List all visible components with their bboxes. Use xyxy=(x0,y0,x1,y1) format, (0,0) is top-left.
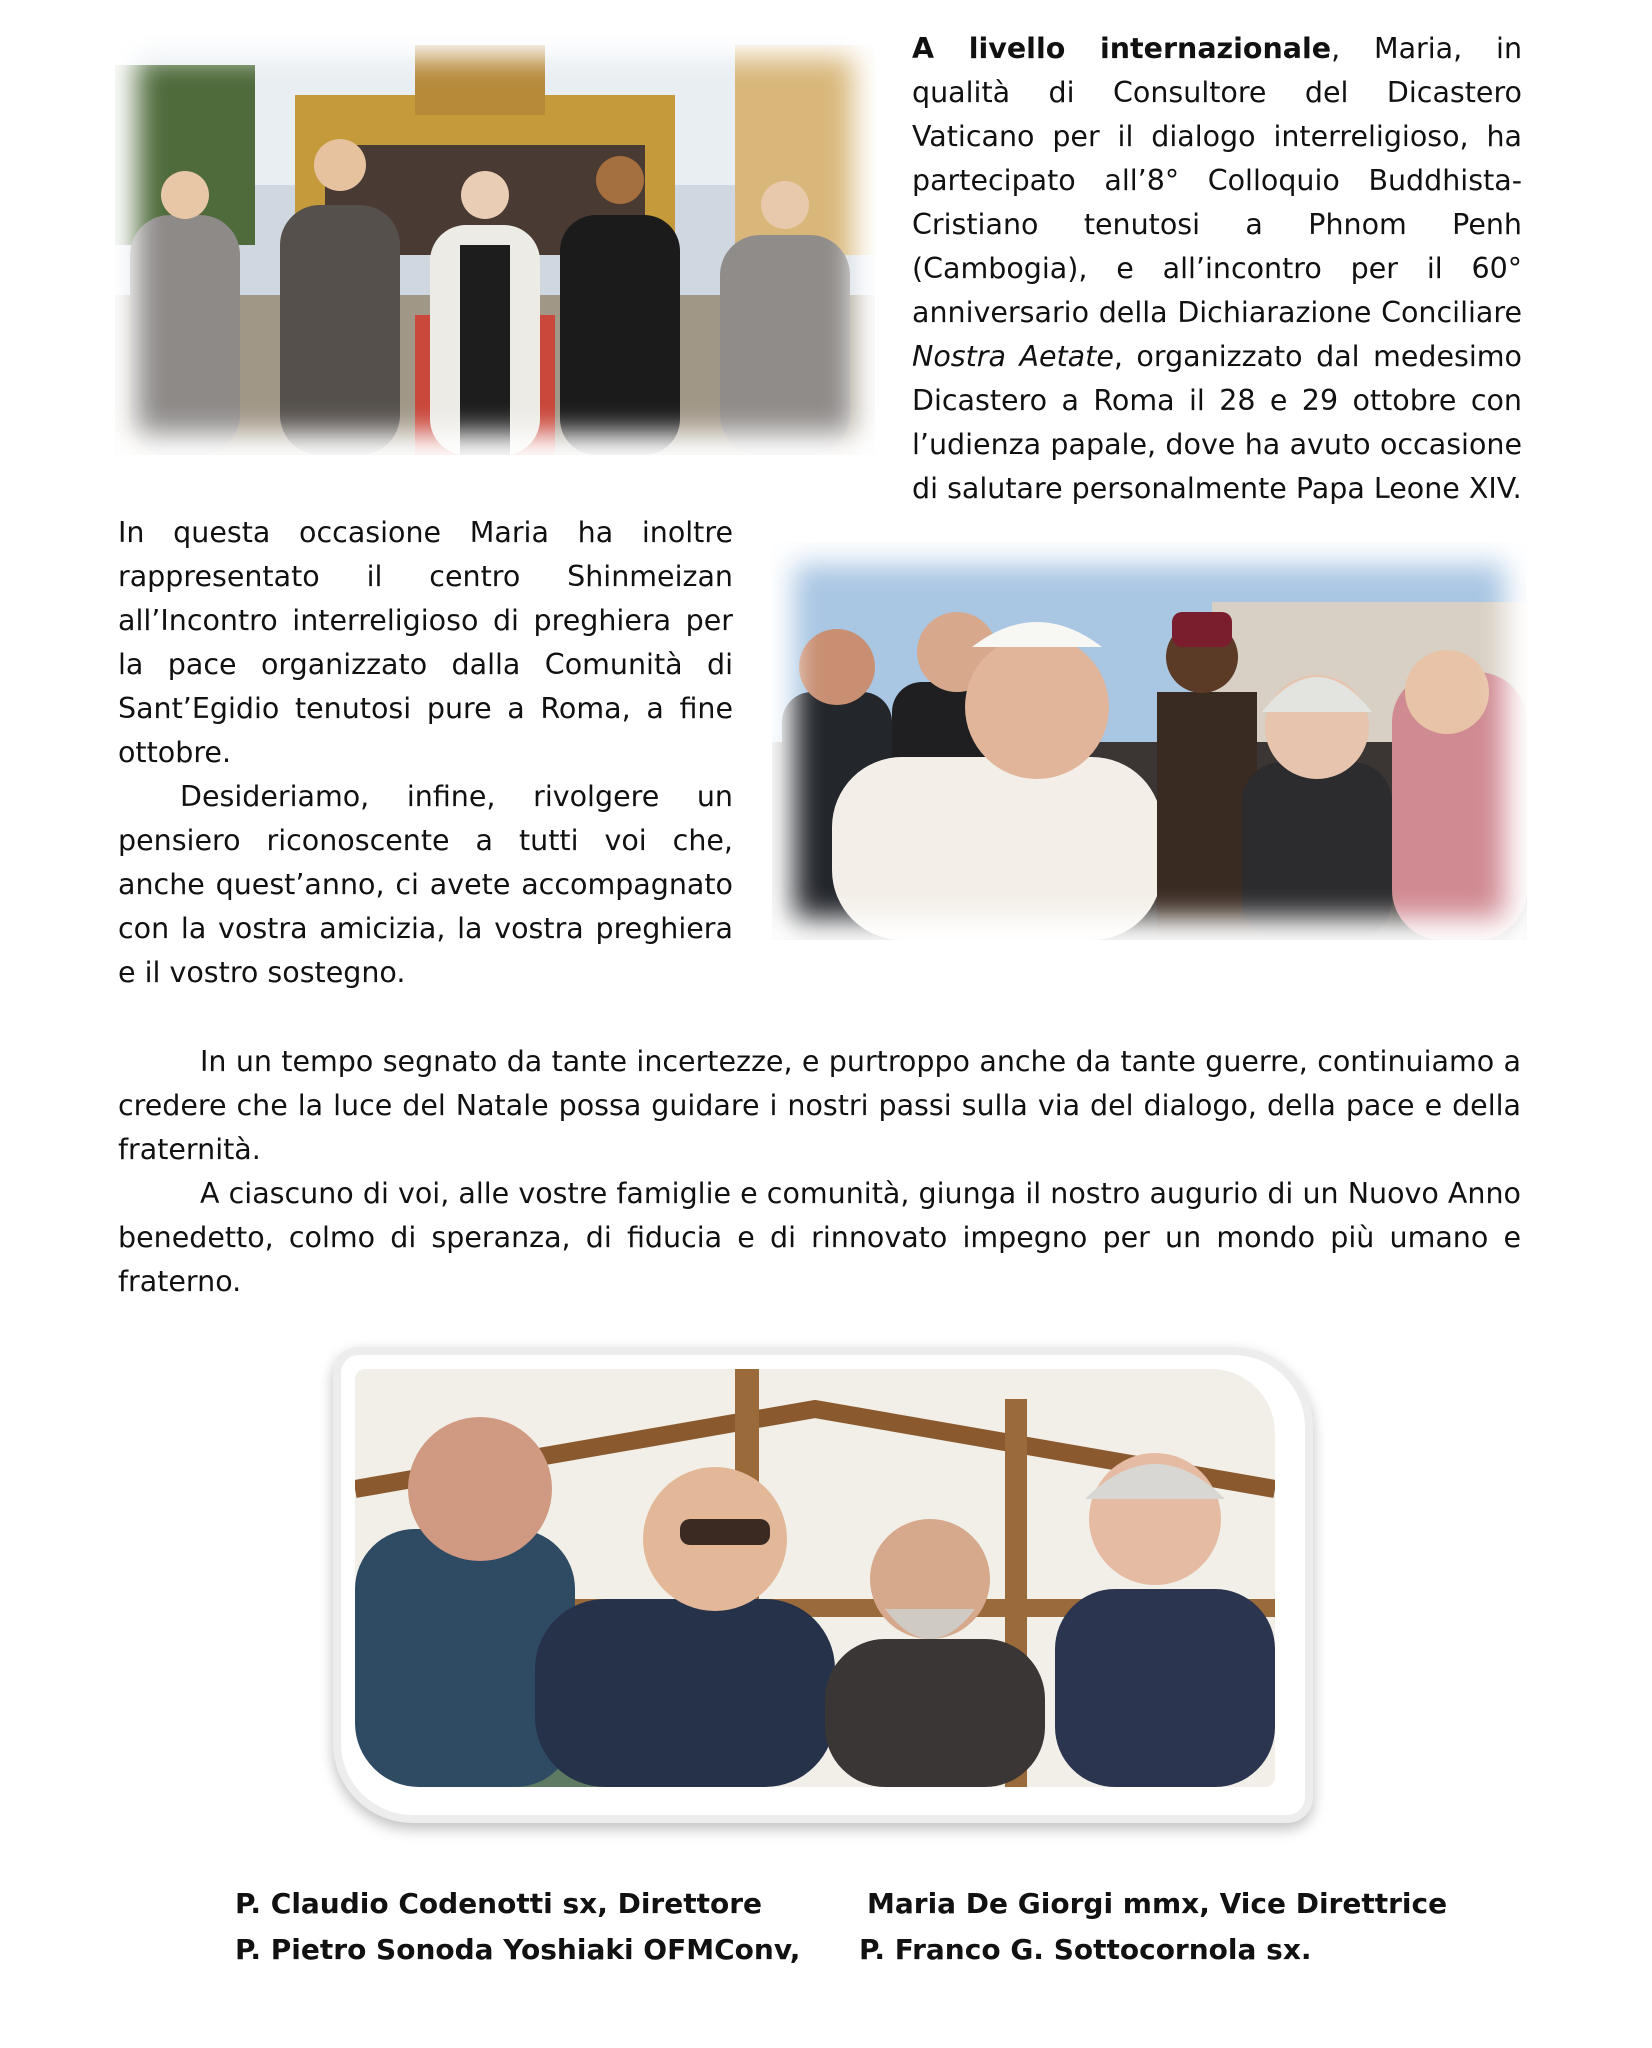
paragraph-international: A livello internazionale, Maria, in qualità di Consultore del Dicastero Vaticano per il dialogo interreligioso, ha partecipato all’8° Colloquio Buddhista-Cristiano tenutosi a Phnom Penh (Cambogia), e all’incontro per il 60° anniversario della Dichiarazione Conciliare Nostra Aetate, organizzato dal medesimo Dicastero a Roma il 28 e 29 ottobre con l’udienza papale, dove ha avuto occasione di salutare personalmente Papa Leone XIV. xyxy=(912,32,1523,505)
signature-director: P. Claudio Codenotti sx, Direttore xyxy=(235,1887,763,1920)
signature-sottocornola: P. Franco G. Sottocornola sx. xyxy=(859,1933,1312,1966)
paragraph-new-year: A ciascuno di voi, alle vostre famiglie e comunità, giunga il nostro augurio di un Nuovo Anno benedetto, colmo di speranza, di fiducia e di rinnovato impegno per un mondo più umano e fraterno. xyxy=(118,1177,1521,1298)
photo-frame xyxy=(333,1347,1313,1823)
lead-bold: A livello internazionale xyxy=(912,32,1332,65)
paragraph-santegidio: In questa occasione Maria ha inoltre rappresentato il centro Shinmeizan all’Incontro interreligioso di preghiera per la pace organizzato dalla Comunità di Sant’Egidio tenutosi pure a Roma, a fine ottobre. xyxy=(118,516,733,769)
paragraph-gratitude: Desideriamo, infine, rivolgere un pensiero riconoscente a tutti voi che, anche quest’anno, ci avete accompagnato con la vostra amicizia, la vostra preghiera e il vostro sostegno. xyxy=(118,780,733,989)
signature-sonoda: P. Pietro Sonoda Yoshiaki OFMConv, xyxy=(235,1933,801,1966)
signature-vice-director: Maria De Giorgi mmx, Vice Direttrice xyxy=(867,1887,1448,1920)
nostra-aetate: Nostra Aetate xyxy=(912,340,1114,373)
photo-shinmeizan-staff xyxy=(355,1369,1275,1787)
paragraph-christmas: In un tempo segnato da tante incertezze, e purtroppo anche da tante guerre, continuiamo a credere che la luce del Natale possa guidare i nostri passi sulla via del dialogo, della pace e della fraternità. xyxy=(118,1045,1521,1166)
photo-papal-audience xyxy=(772,542,1527,940)
photo-phnom-penh-group xyxy=(115,35,875,455)
